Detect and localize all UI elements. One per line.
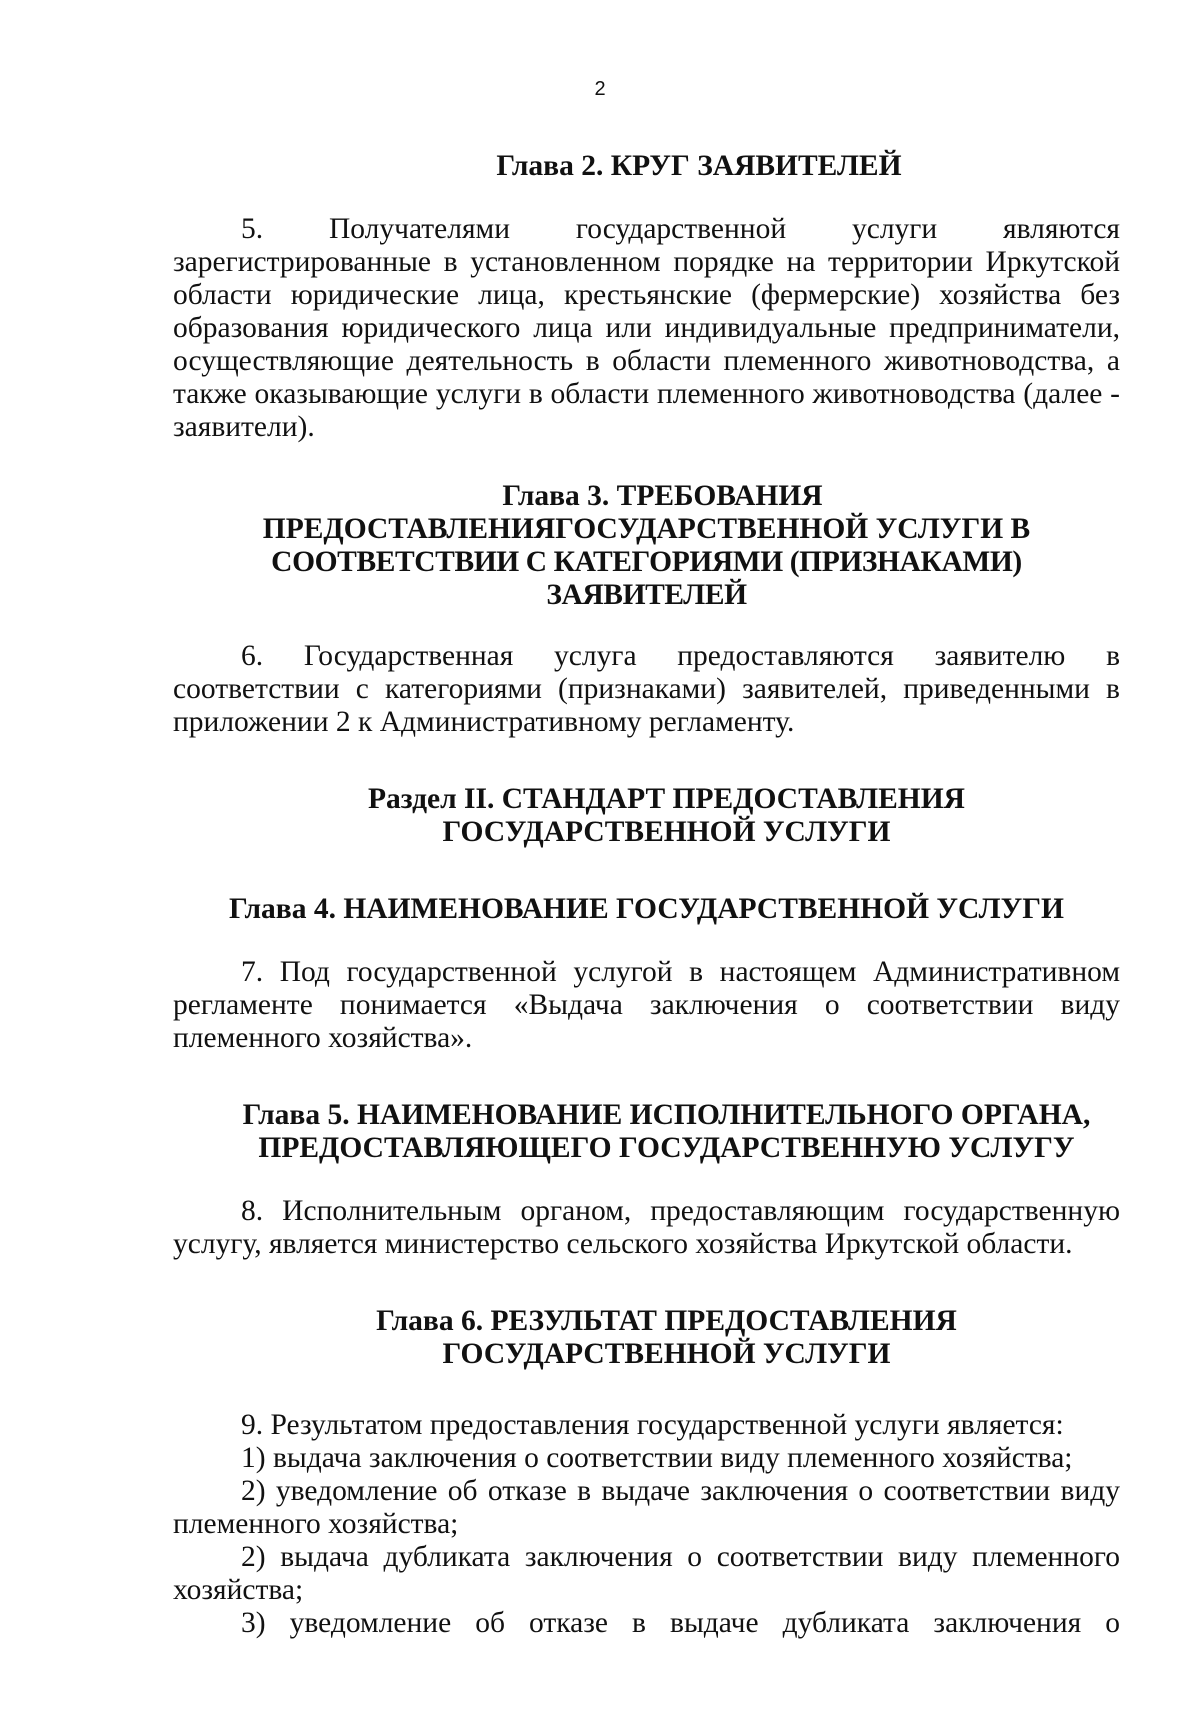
chapter-4-title: Глава 4. НАИМЕНОВАНИЕ ГОСУДАРСТВЕННОЙ УСЛУГИ bbox=[229, 893, 1064, 925]
section-2-title-line-1: Раздел II. СТАНДАРТ ПРЕДОСТАВЛЕНИЯ bbox=[367, 783, 965, 815]
chapter-5-title-line-1: Глава 5. НАИМЕНОВАНИЕ ИСПОЛНИТЕЛЬНОГО ОРГАНА, bbox=[242, 1099, 1091, 1131]
chapter-6-title-line-1: Глава 6. РЕЗУЛЬТАТ ПРЕДОСТАВЛЕНИЯ bbox=[376, 1305, 957, 1337]
chapter-3-heading bbox=[173, 480, 1120, 612]
chapter-6-heading bbox=[173, 1305, 1120, 1371]
chapter-3-title-line-1: Глава 3. ТРЕБОВАНИЯ bbox=[502, 480, 823, 512]
paragraph-5: 5. Получателями государственной услуги являются зарегистрированные в установленном порядке на территории Иркутской области юридические лица, крестьянские (фермерские) хозяйства без образования юридического лица или индивидуальные предприниматели, осуществляющие деятельность в области племенного животноводства, а также оказывающие услуги в области племенного животноводства (далее - заявители). bbox=[173, 213, 1120, 443]
chapter-5-heading bbox=[173, 1099, 1120, 1165]
result-item: 3) уведомление об отказе в выдаче дубликата заключения о bbox=[241, 1607, 1120, 1639]
chapter-5-title-line-2: ПРЕДОСТАВЛЯЮЩЕГО ГОСУДАРСТВЕННУЮ УСЛУГУ bbox=[258, 1132, 1075, 1164]
chapter-6-title-line-2: ГОСУДАРСТВЕННОЙ УСЛУГИ bbox=[442, 1338, 891, 1370]
chapter-3-title-line-3: СООТВЕТСТВИИ С КАТЕГОРИЯМИ (ПРИЗНАКАМИ) ЗАЯВИТЕЛЕЙ bbox=[271, 546, 1022, 611]
result-item: 2) уведомление об отказе в выдаче заключения о соответствии виду племенного хозяйства; bbox=[173, 1475, 1120, 1540]
result-item: 1) выдача заключения о соответствии виду племенного хозяйства; bbox=[241, 1442, 1073, 1474]
paragraph-8: 8. Исполнительным органом, предоставляющим государственную услугу, является министерство сельского хозяйства Иркутской области. bbox=[173, 1195, 1120, 1260]
paragraph-6: 6. Государственная услуга предоставляются заявителю в соответствии с категориями (признаками) заявителей, приведенными в приложении 2 к Административному регламенту. bbox=[173, 640, 1120, 738]
section-2-title-line-2: ГОСУДАРСТВЕННОЙ УСЛУГИ bbox=[442, 816, 891, 848]
result-item: 2) выдача дубликата заключения о соответствии виду племенного хозяйства; bbox=[173, 1541, 1120, 1606]
chapter-3-title-line-2: ПРЕДОСТАВЛЕНИЯГОСУДАРСТВЕННОЙ УСЛУГИ В bbox=[262, 513, 1031, 545]
paragraph-7: 7. Под государственной услугой в настоящем Административном регламенте понимается «Выдача заключения о соответствии виду племенного хозяйства». bbox=[173, 956, 1120, 1054]
section-2-heading bbox=[173, 783, 1120, 849]
paragraph-9: 9. Результатом предоставления государственной услуги является: bbox=[241, 1409, 1064, 1441]
chapter-2-title: Глава 2. КРУГ ЗАЯВИТЕЛЕЙ bbox=[496, 150, 902, 182]
page-number: 2 bbox=[594, 78, 606, 100]
document-body bbox=[173, 150, 1120, 1640]
